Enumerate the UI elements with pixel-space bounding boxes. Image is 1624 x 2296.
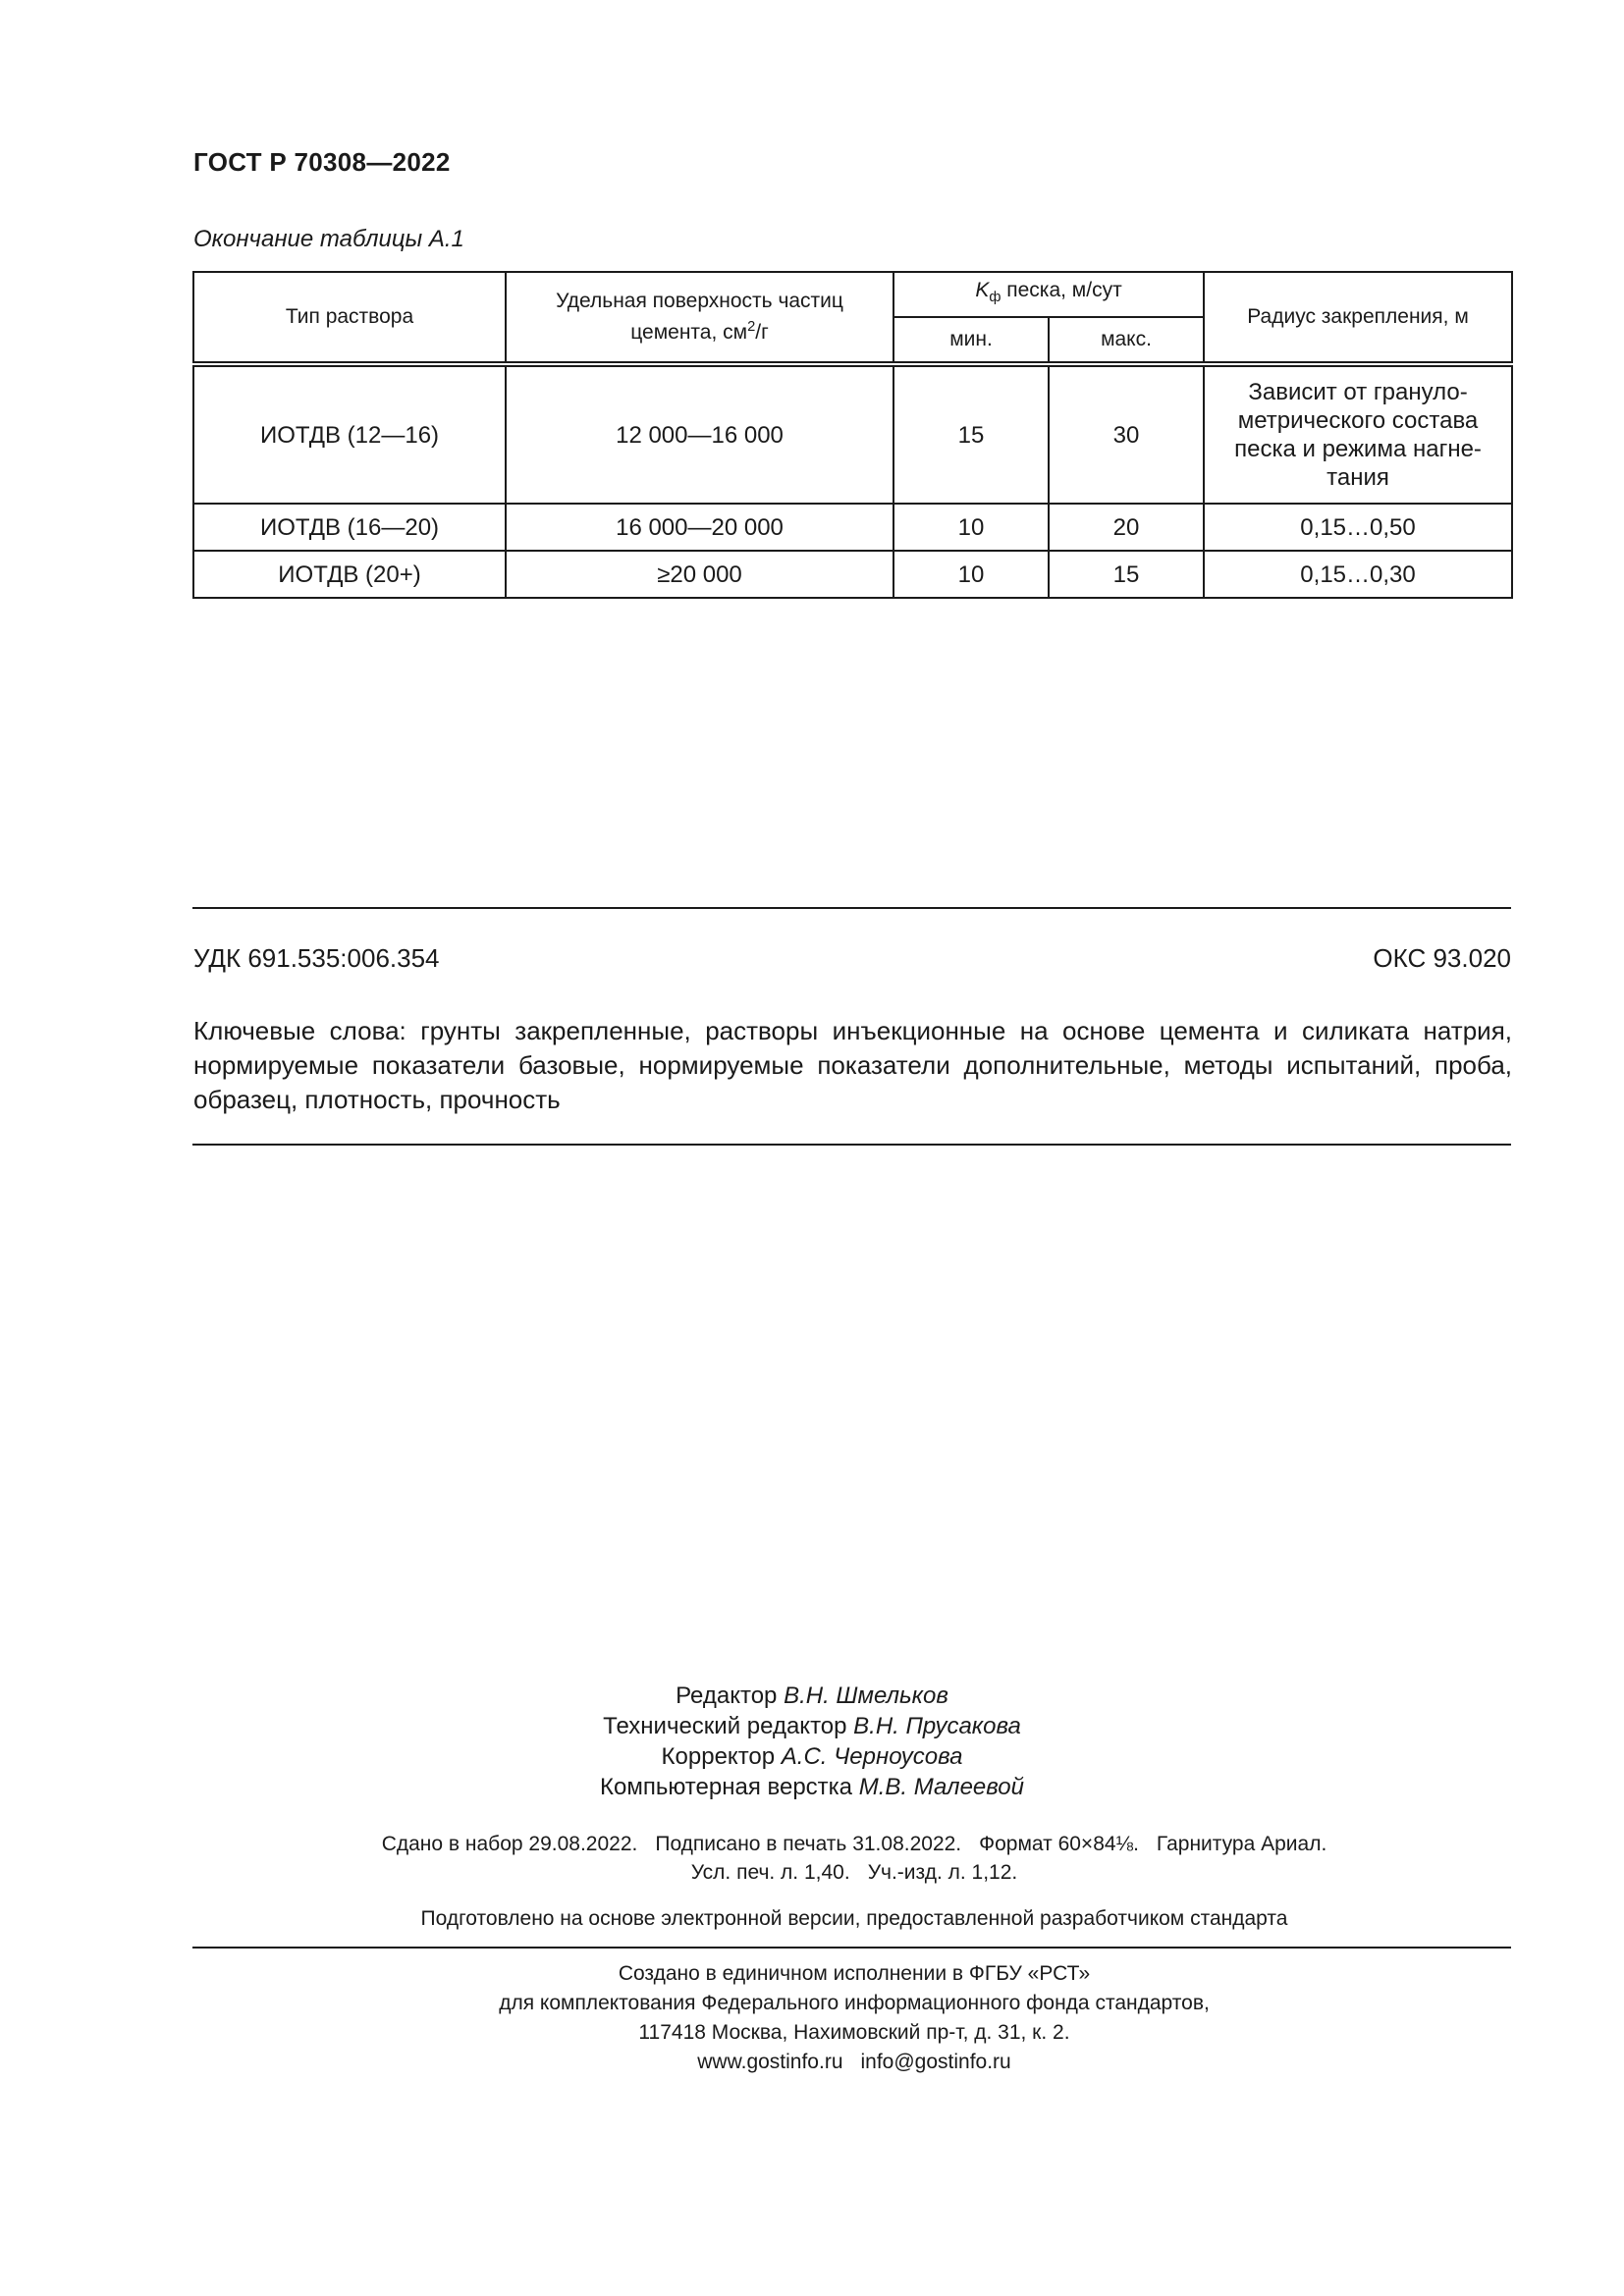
website-link[interactable]: www.gostinfo.ru <box>697 2051 843 2073</box>
document-id: ГОСТ Р 70308—2022 <box>193 147 451 177</box>
divider-bottom <box>192 1144 1511 1146</box>
print-sheets: Усл. печ. л. 1,40. <box>690 1861 850 1884</box>
udk-code: УДК 691.535:006.354 <box>193 943 440 973</box>
cell-surface: 16 000—20 000 <box>506 504 893 551</box>
oks-code: ОКС 93.020 <box>1373 943 1511 973</box>
credit-name: В.Н. Прусакова <box>853 1713 1021 1739</box>
imprint-line1: Создано в единичном исполнении в ФГБУ «РСТ» <box>618 1962 1091 1985</box>
table-row <box>193 504 1512 551</box>
print-format: Формат 60×84⅛. <box>979 1833 1139 1855</box>
cell-surface: ≥20 000 <box>506 551 893 598</box>
credit-tech-editor <box>0 1711 1624 1741</box>
header-solution-type: Тип раствора <box>193 272 506 364</box>
header-max: макс. <box>1049 317 1204 364</box>
cell-radius-line1: Зависит от грануло- <box>1248 379 1468 405</box>
header-surface-line1: Удельная поверхность частиц <box>556 290 843 312</box>
cell-type: ИОТДВ (20+) <box>193 551 506 598</box>
header-surface-unit: /г <box>755 321 769 344</box>
credit-name: М.В. Малеевой <box>858 1774 1024 1800</box>
header-kf-subscript: ф <box>989 290 1001 306</box>
divider-top <box>192 907 1511 909</box>
properties-table <box>192 271 1513 599</box>
cell-radius-line2: метрического состава <box>1237 407 1479 434</box>
credit-role: Технический редактор <box>603 1713 847 1739</box>
email-link[interactable]: info@gostinfo.ru <box>860 2051 1011 2073</box>
header-surface-line2: цемента, см <box>630 321 748 344</box>
cell-radius: 0,15…0,50 <box>1204 504 1512 551</box>
credit-role: Корректор <box>661 1743 776 1770</box>
credit-name: А.С. Черноусова <box>781 1743 963 1770</box>
header-kf-label: песка, м/сут <box>1001 279 1122 302</box>
cell-type: ИОТДВ (16—20) <box>193 504 506 551</box>
credit-corrector <box>0 1741 1624 1772</box>
header-kf-symbol: K <box>975 279 990 302</box>
cell-min: 10 <box>893 551 1049 598</box>
header-radius: Радиус закрепления, м <box>1204 272 1512 364</box>
cell-surface: 12 000—16 000 <box>506 364 893 504</box>
keywords: Ключевые слова: грунты закрепленные, растворы инъекционные на основе цемента и силиката натрия, нормируемые показатели базовые, нормируемые показатели дополнительные, методы испытаний, проба, образец, плотность, прочность <box>193 1016 1512 1114</box>
table-caption: Окончание таблицы А.1 <box>193 226 464 252</box>
credit-layout <box>0 1772 1624 1802</box>
header-specific-surface <box>506 272 893 364</box>
cell-type: ИОТДВ (12—16) <box>193 364 506 504</box>
cell-max: 15 <box>1049 551 1204 598</box>
cell-min: 10 <box>893 504 1049 551</box>
credits-block <box>0 1681 1624 1802</box>
imprint-contacts <box>0 2048 1624 2077</box>
table-row <box>193 551 1512 598</box>
header-min: мин. <box>893 317 1049 364</box>
cell-radius: 0,15…0,30 <box>1204 551 1512 598</box>
cell-radius-line3: песка и режима нагне- <box>1234 436 1482 462</box>
divider-imprint <box>192 1947 1511 1949</box>
print-submitted: Сдано в набор 29.08.2022. <box>381 1833 638 1855</box>
print-signed: Подписано в печать 31.08.2022. <box>655 1833 962 1855</box>
credit-role: Компьютерная верстка <box>600 1774 853 1800</box>
print-font: Гарнитура Ариал. <box>1156 1833 1327 1855</box>
publisher-imprint <box>0 1959 1624 2077</box>
cell-radius <box>1204 364 1512 504</box>
cell-max: 20 <box>1049 504 1204 551</box>
cell-radius-line4: тания <box>1326 464 1389 491</box>
table-row <box>193 364 1512 504</box>
header-kf <box>893 272 1204 317</box>
credit-editor <box>0 1681 1624 1711</box>
prepared-note: Подготовлено на основе электронной версии, предоставленной разработчиком стандарта <box>420 1907 1288 1930</box>
imprint-address: 117418 Москва, Нахимовский пр-т, д. 31, к. 2. <box>638 2021 1070 2044</box>
imprint-line2: для комплектования Федерального информационного фонда стандартов, <box>499 1992 1210 2014</box>
credit-role: Редактор <box>676 1682 778 1709</box>
cell-max: 30 <box>1049 364 1204 504</box>
credit-name: В.Н. Шмельков <box>784 1682 948 1709</box>
header-surface-sup: 2 <box>747 319 756 335</box>
cell-min: 15 <box>893 364 1049 504</box>
print-info-line1 <box>0 1830 1624 1858</box>
print-edit-sheets: Уч.-изд. л. 1,12. <box>867 1861 1018 1884</box>
print-info-line2 <box>0 1858 1624 1887</box>
print-info <box>0 1830 1624 1887</box>
